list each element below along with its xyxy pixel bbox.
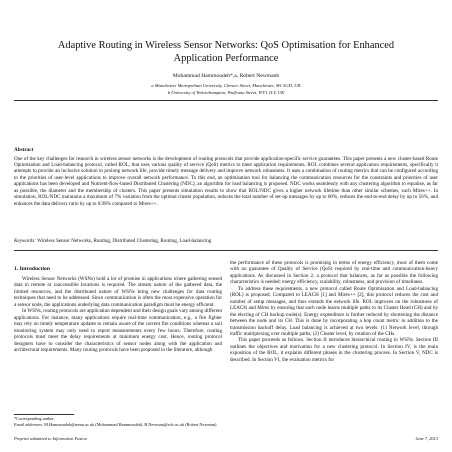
preprint-note: Preprint submitted to Information Fusion bbox=[14, 436, 87, 441]
footnote-email: Email addresses: M.Hammoudeh@mmu.ac.uk (Mohammad Hammoudeh), R.Newman@wlv.ac.uk (Robert Newman) bbox=[14, 421, 217, 427]
keywords-text: Wireless Sensor Networks, Routing, Distributed Clustering, Routing, Load-balancing bbox=[37, 238, 212, 244]
right-column bbox=[230, 260, 438, 363]
affiliation-b: b University of Wolverhampton, Wulfruna Street, WV1 1LY, UK bbox=[167, 89, 285, 95]
section-heading-introduction: 1. Introduction bbox=[14, 266, 50, 272]
paragraph: In WSNs, routing protocols are application dependent and their design goals vary among different applications. For instance, many applications require real-time communication, e.g., a fire fighter may rely on timely temperature updates to remain aware of the current fire conditions whereas a soil monitoring system may only need to report measurements every few hours. Therefore, routing protocols must meet the delay requirements at minimum energy cost. Hence, routing protocol designers have to consider the characteristics of sensor nodes along with the application and architectural requirements. Many routing protocols have been proposed in the literature, although bbox=[14, 308, 222, 353]
affiliation-a: a Manchester Metropolitan University, Chester Street, Manchester, M1 5GD, UK bbox=[151, 83, 301, 88]
left-column bbox=[14, 276, 222, 353]
keywords-label: Keywords: bbox=[14, 238, 36, 244]
paragraph: Wireless Sensor Networks (WSNs) hold a lot of promise in applications where gathering sensed data in remote or inaccessible locations is required. The stream nature of the gathered data, the limited resources, and the distributed nature of WSNs bring new challenges for data routing techniques that need to be addressed. Since communication is often the most expensive operation for a sensor node, the applications underlying data communication paradigm must be energy efficient. bbox=[14, 276, 222, 308]
abstract-heading: Abstract bbox=[14, 147, 34, 153]
footnote-corresponding: *Corresponding author bbox=[14, 416, 54, 421]
paragraph: This paper proceeds as follows. Section II introduces hierarchical routing in WSNs. Section III outlines the objectives and motivation for a new clustering protocol. In Section IV, is the main exposition of the ROL, it explains different phases in the clustering process. In Section V, NDC is described. In Section VI, the evaluation metrics for bbox=[230, 337, 438, 363]
author-list: Mohammad Hammoudeh*,a, Robert Newmanb bbox=[172, 73, 280, 79]
keywords-line bbox=[14, 238, 438, 244]
paragraph: the performance of these protocols is promising in terms of energy efficiency, most of them come with no guarantee of Quality of Service (QoS) required by real-time and communication-heavy applications. As discussed in Section 2, a protocol that balances, as far as possible the following characteristics is needed: energy efficiency, scalability, robustness, and provision of timeliness. bbox=[230, 260, 438, 286]
paper-title: Adaptive Routing in Wireless Sensor Networks: QoS Optimisation for Enhanced Application Performance bbox=[57, 40, 395, 64]
abstract-bottom-rule bbox=[14, 250, 438, 251]
footnote-rule bbox=[14, 414, 74, 415]
paragraph: To address these requirements, a new protocol called Route Optimisation and Load-balancing (ROL) is proposed. Compared to LEACH [1] and Mires++ [2], this protocol reduces the cost and number of setup messages, and thus extends the network life. ROL improves on the robustness of LEACH and Mires by ensuring that each node learns multiple paths to its Cluster Head (CH) and by the electing of CH backup node(s). Energy expenditure is further reduced by shortening the distance between the node and its CH. This is done by incorporating a hop count metric in addition to the transmission backoff delay. Load balancing is achieved at two levels: (1) Network level, through traffic multiplexing over multiple paths; (2) Cluster level, by rotation of the CHs. bbox=[230, 285, 438, 337]
abstract-top-rule bbox=[14, 100, 438, 101]
date-note: June 7, 2013 bbox=[415, 436, 438, 441]
abstract-text: One of the key challenges for research in wireless sensor networks is the development of routing protocols that provide application-specific service guarantees. This paper presents a new cluster-based Route Optimisation and Load-balancing protocol, called ROL, that uses various quality of service (QoS) metrics to meet application requirements. ROL combines several application requirements, specifically it attempts to provide an inclusive solution to prolong network life, provide timely message delivery and improve network robustness. It uses a combination of routing metrics that can be configured according to the priorities of user-level applications to improve overall network performance. To this end, an optimisation tool for balancing the communication resources for the constraints and priorities of user applications has been developed and Nutrient-flow-based Distributed Clustering (NDC), an algorithm for load balancing is proposed. NDC works seamlessly with any clustering algorithm to equalise, as far as possible, the diameter and the membership of clusters. This paper presents simulation results to show that ROL/NDC gives a higher network lifetime than other similar schemes, such Mires++. In simulation, ROL/NDC maintains a maximum of 7% variation from the optimal cluster population, reduces the total number of set-up messages by up to 60%, reduces the end-to-end delay by up to 56%, and enhances the data delivery ratio by up to 0.98% compared to Mires++. bbox=[14, 155, 438, 207]
